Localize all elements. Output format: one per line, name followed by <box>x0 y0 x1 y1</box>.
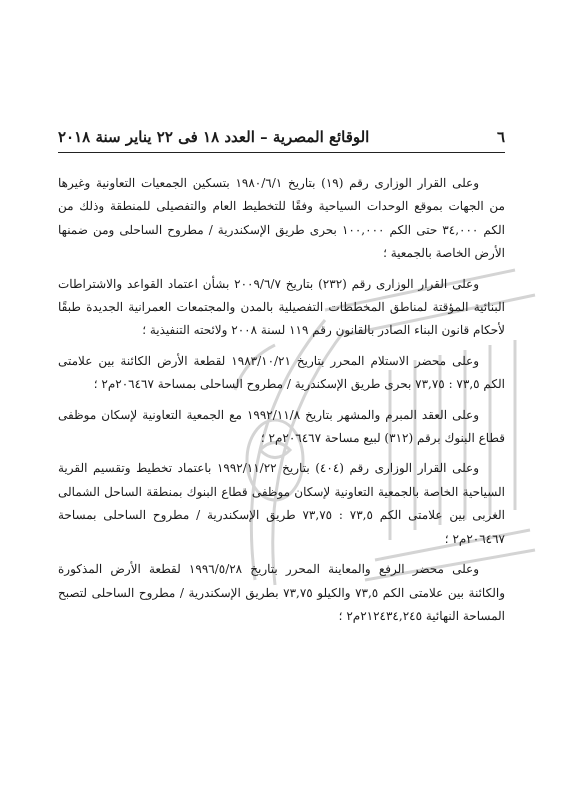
gazette-title: الوقائع المصرية – العدد ١٨ فى ٢٢ يناير سنة ٢٠١٨ <box>58 128 370 146</box>
header-divider <box>58 152 505 153</box>
paragraph-decree-232: وعلى القرار الوزارى رقم (٢٣٢) بتاريخ ٢٠٠٩/٦/٧ بشأن اعتماد القواعد والاشتراطات البنائية المؤقتة لمناطق المخططات التفصيلية بالمدن والمجتمعات العمرانية الجديدة طبقًا لأحكام قانون البناء الصادر بالقانون رقم ١١٩ لسنة ٢٠٠٨ ولائحته التنفيذية ؛ <box>58 276 505 338</box>
document-body <box>58 172 505 635</box>
paragraph-contract: وعلى العقد المبرم والمشهر بتاريخ ١٩٩٢/١١/٨ مع الجمعية التعاونية لإسكان موظفى قطاع البنوك برقم (٣١٢) لبيع مساحة ٢٠٦٤٦٧م٢ ؛ <box>58 407 505 446</box>
paragraph-decree-404: وعلى القرار الوزارى رقم (٤٠٤) بتاريخ ١٩٩٢/١١/٢٢ باعتماد تخطيط وتقسيم القرية السياحية الخاصة بالجمعية التعاونية لإسكان موظفى قطاع البنوك بمنطقة الساحل الشمالى الغربى بين علامتى الكم ٧٣,٥ : ٧٣,٧٥ طريق الإسكندرية / مطروح الساحلى بمساحة ٢٠٦٤٦٧م٢ ؛ <box>58 461 506 546</box>
paragraph-decree-19: وعلى القرار الوزارى رقم (١٩) بتاريخ ١٩٨٠/٦/١ بتسكين الجمعيات التعاونية وغيرها من الجهات بموقع الوحدات السياحية وفقًا للتخطيط العام والتفصيلى للمنطقة وذلك من الكم ٣٤,٠٠٠ حتى الكم ١٠٠,٠٠٠ بحرى طريق الإسكندرية / مطروح الساحلى ومن ضمنها الأرض الخاصة بالجمعية ؛ <box>58 176 506 261</box>
paragraph-handover-record: وعلى محضر الاستلام المحرر بتاريخ ١٩٨٣/١٠/٢١ لقطعة الأرض الكائنة بين علامتى الكم ٧٣,٥ : ٧٣,٧٥ بحرى طريق الإسكندرية / مطروح الساحلى بمساحة ٢٠٦٤٦٧م٢ ؛ <box>58 353 505 392</box>
page-number: ٦ <box>496 128 505 146</box>
paragraph-survey-record: وعلى محضر الرفع والمعاينة المحرر بتاريخ ١٩٩٦/٥/٢٨ لقطعة الأرض المذكورة والكائنة بين علامتى الكم ٧٣,٥ والكيلو ٧٣,٧٥ بطريق الإسكندرية / مطروح الساحلى لتصبح المساحة النهائية ٢١٢٤٣٤,٢٤٥م٢ ؛ <box>58 562 505 623</box>
page-header <box>58 128 505 146</box>
